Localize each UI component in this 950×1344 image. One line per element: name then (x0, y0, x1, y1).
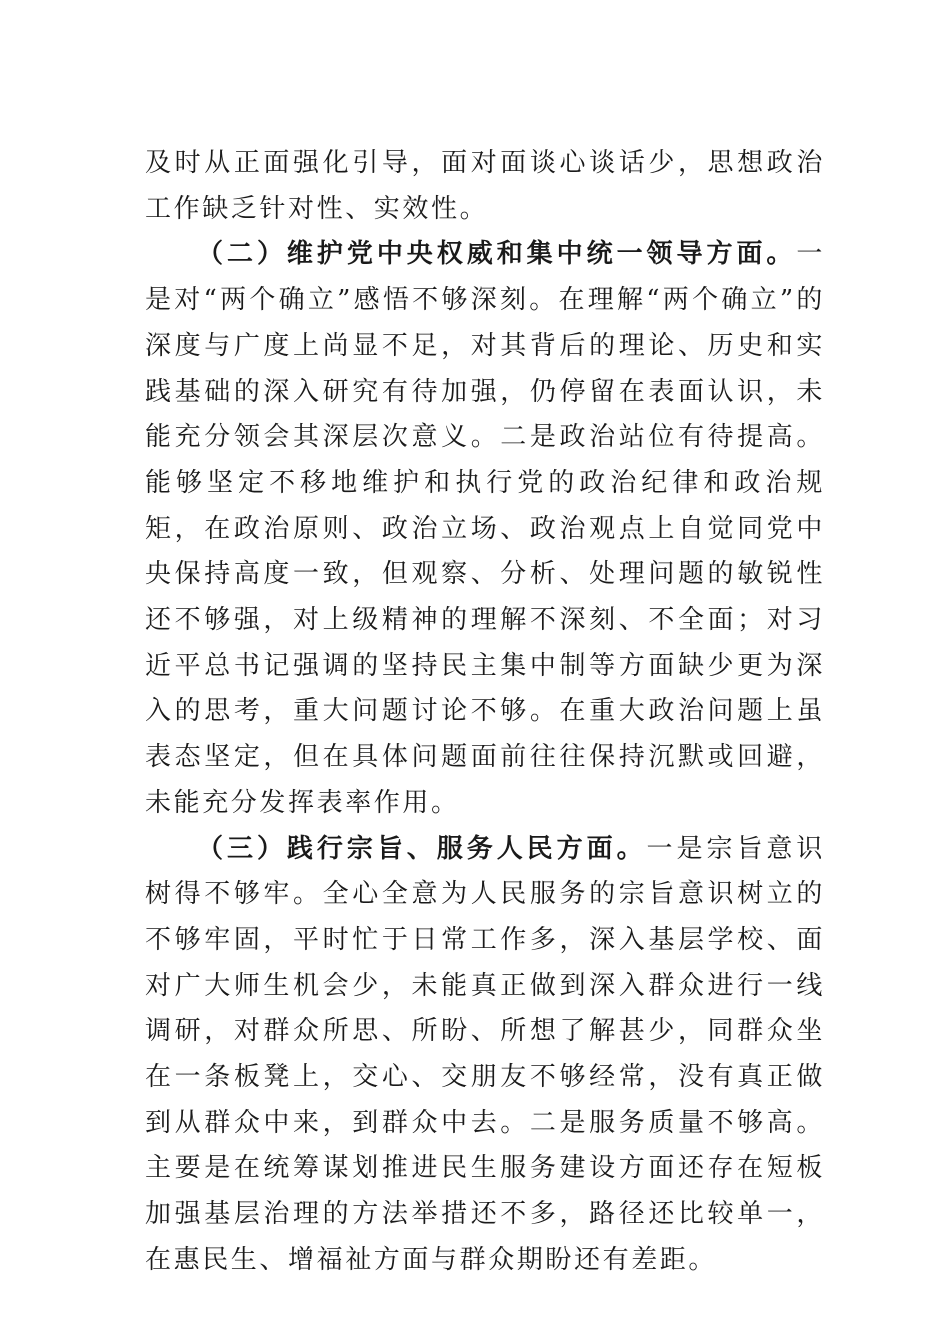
section-two-heading: （二）维护党中央权威和集中统一领导方面。 (197, 239, 797, 270)
document-body (145, 141, 825, 1284)
section-two-body: 一是对“两个确立”感悟不够深刻。在理解“两个确立”的深度与广度上尚显不足，对其背后的理论、历史和实践基础的深入研究有待加强，仍停留在表面认识，未能充分领会其深层次意义。二是政治站位有待提高。能够坚定不移地维护和执行党的政治纪律和政治规矩，在政治原则、政治立场、政治观点上自觉同党中央保持高度一致，但观察、分析、处理问题的敏锐性还不够强，对上级精神的理解不深刻、不全面；对习近平总书记强调的坚持民主集中制等方面缺少更为深入的思考，重大问题讨论不够。在重大政治问题上虽表态坚定，但在具体问题面前往往保持沉默或回避，未能充分发挥表率作用。 (145, 239, 825, 818)
section-two-paragraph (145, 232, 825, 826)
section-three-body: 一是宗旨意识树得不够牢。全心全意为人民服务的宗旨意识树立的不够牢固，平时忙于日常工作多，深入基层学校、面对广大师生机会少，未能真正做到深入群众进行一线调研，对群众所思、所盼、所想了解甚少，同群众坐在一条板凳上，交心、交朋友不够经常，没有真正做到从群众中来，到群众中去。二是服务质量不够高。主要是在统筹谋划推进民生服务建设方面还存在短板加强基层治理的方法举措还不多，路径还比较单一，在惠民生、增福祉方面与群众期盼还有差距。 (145, 833, 825, 1275)
section-three-paragraph (145, 827, 825, 1284)
continuation-paragraph: 及时从正面强化引导，面对面谈心谈话少，思想政治工作缺乏针对性、实效性。 (145, 148, 825, 224)
section-three-heading: （三）践行宗旨、服务人民方面。 (197, 833, 647, 864)
